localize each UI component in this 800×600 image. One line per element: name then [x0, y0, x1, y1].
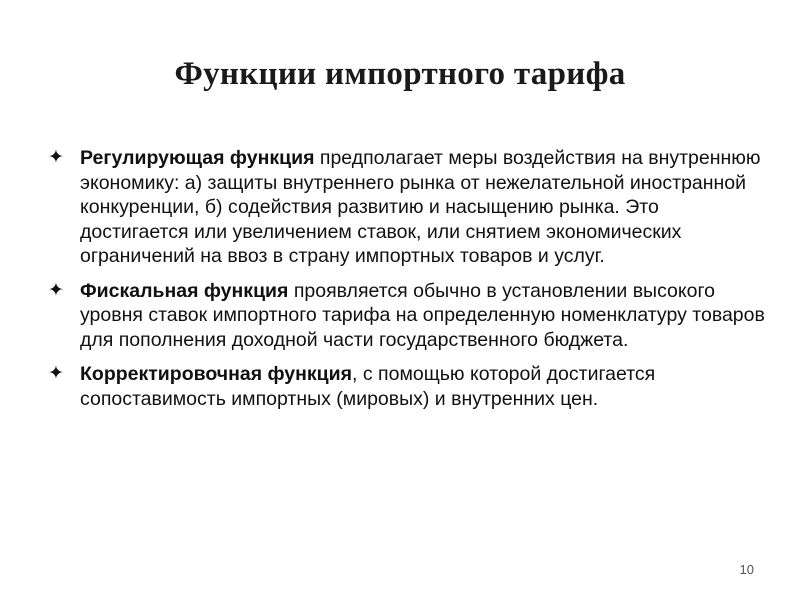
bullet-fiscal-function: [48, 279, 768, 353]
bullet-term: Регулирующая функция: [80, 147, 315, 169]
bullet-term: Корректировочная функция: [80, 363, 353, 385]
four-pointed-star-icon: ✦: [48, 362, 64, 384]
bullet-text: предполагает меры воздействия на внутреннюю экономику: а) защиты внутреннего рынка от нежелательной иностранной конкуренции, б) содействия развитию и насыщению рынка. Это достигается или увеличением ставок, или снятием экономических ограничений на ввоз в страну импортных товаров и услуг.: [80, 147, 761, 267]
four-pointed-star-icon: ✦: [48, 146, 64, 168]
four-pointed-star-icon: ✦: [48, 278, 64, 301]
bullet-list: [48, 146, 768, 421]
page-number: 10: [739, 562, 754, 577]
bullet-text: , с помощью которой достигается сопоставимость импортных (мировых) и внутренних цен.: [80, 363, 656, 410]
bullet-corrective-function: [48, 362, 768, 411]
bullet-text: проявляется обычно в установлении высокого уровня ставок импортного тарифа на определенную номенклатуру товаров для пополнения доходной части государственного бюджета.: [80, 279, 765, 351]
slide-title: Функции импортного тарифа: [174, 56, 626, 92]
bullet-term: Фискальная функция: [80, 279, 289, 302]
bullet-regulating-function: [48, 146, 768, 269]
